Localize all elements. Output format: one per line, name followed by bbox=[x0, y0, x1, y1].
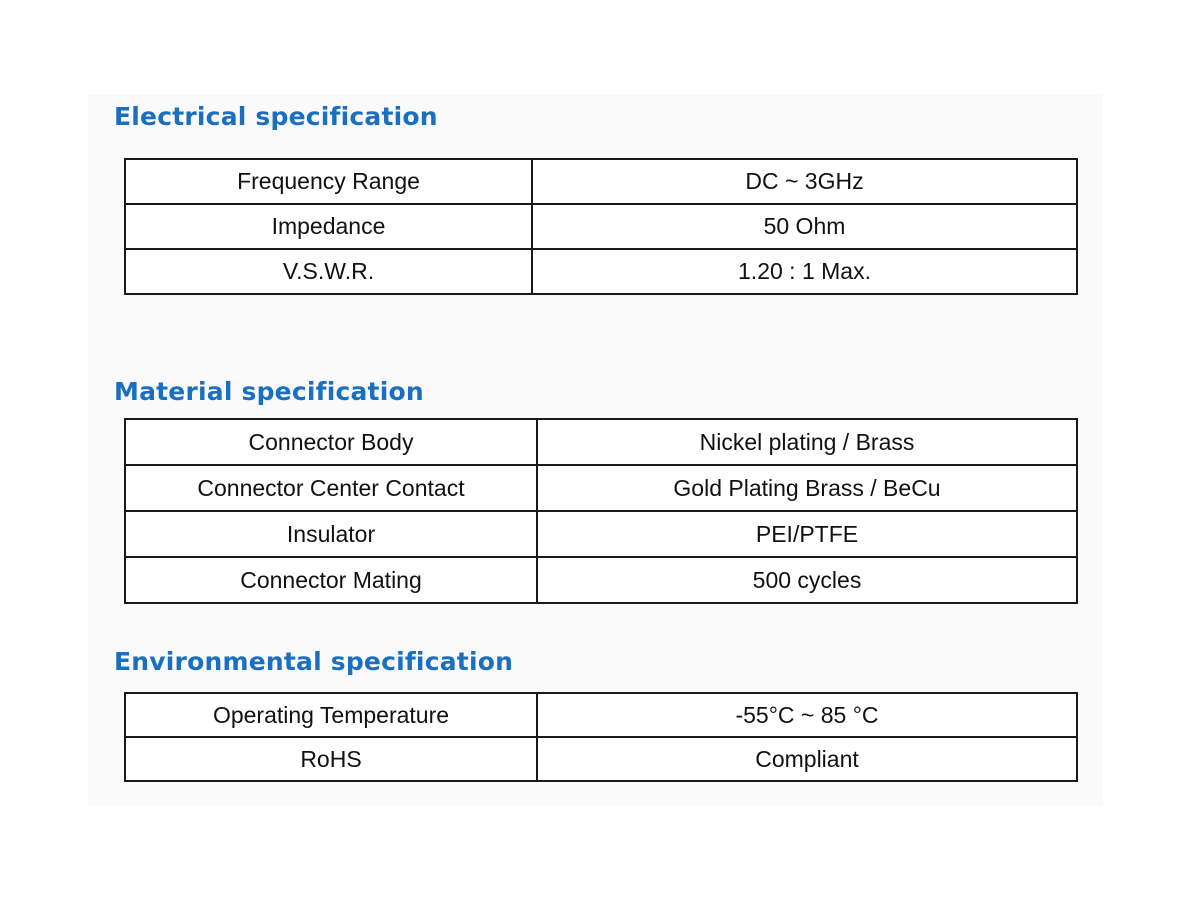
spec-label: Operating Temperature bbox=[125, 693, 537, 737]
spec-value: Nickel plating / Brass bbox=[537, 419, 1077, 465]
spec-value: DC ~ 3GHz bbox=[532, 159, 1077, 204]
spec-label: Frequency Range bbox=[125, 159, 532, 204]
environmental-spec-table bbox=[124, 692, 1078, 782]
spec-label: Connector Body bbox=[125, 419, 537, 465]
table-row bbox=[125, 204, 1077, 249]
spec-label: Connector Center Contact bbox=[125, 465, 537, 511]
spec-value: Gold Plating Brass / BeCu bbox=[537, 465, 1077, 511]
table-row bbox=[125, 419, 1077, 465]
spec-label: RoHS bbox=[125, 737, 537, 781]
spec-label: Impedance bbox=[125, 204, 532, 249]
spec-value: 50 Ohm bbox=[532, 204, 1077, 249]
spec-value: 500 cycles bbox=[537, 557, 1077, 603]
table-row bbox=[125, 557, 1077, 603]
table-row bbox=[125, 465, 1077, 511]
material-spec-heading: Material specification bbox=[114, 377, 424, 406]
spec-value: Compliant bbox=[537, 737, 1077, 781]
electrical-spec-heading: Electrical specification bbox=[114, 102, 438, 131]
environmental-spec-heading: Environmental specification bbox=[114, 647, 514, 676]
spec-value: 1.20 : 1 Max. bbox=[532, 249, 1077, 294]
electrical-spec-table bbox=[124, 158, 1078, 295]
spec-label: Connector Mating bbox=[125, 557, 537, 603]
table-row bbox=[125, 737, 1077, 781]
table-row bbox=[125, 511, 1077, 557]
spec-value: PEI/PTFE bbox=[537, 511, 1077, 557]
table-row bbox=[125, 159, 1077, 204]
table-row bbox=[125, 693, 1077, 737]
spec-label: V.S.W.R. bbox=[125, 249, 532, 294]
material-spec-table bbox=[124, 418, 1078, 604]
table-row bbox=[125, 249, 1077, 294]
spec-value: -55°C ~ 85 °C bbox=[537, 693, 1077, 737]
spec-label: Insulator bbox=[125, 511, 537, 557]
